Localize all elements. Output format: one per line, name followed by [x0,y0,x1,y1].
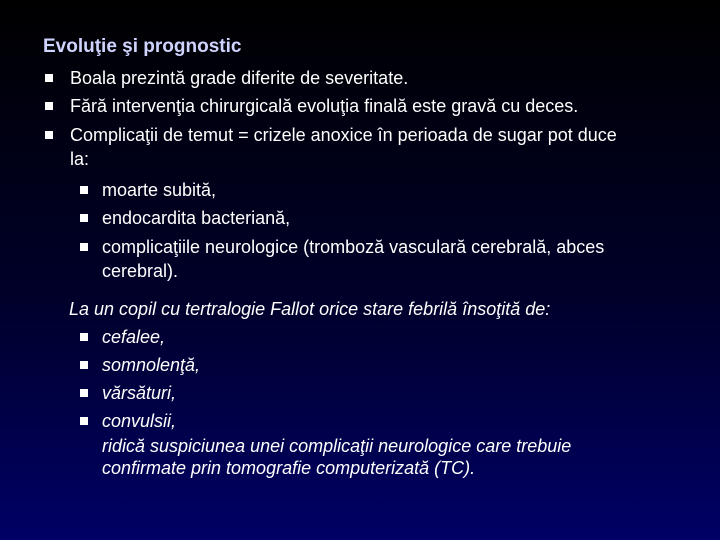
sub-bullet-square-icon [80,186,88,194]
bullet-text-continuation: la: [70,149,90,169]
bullet-square-icon [45,131,53,139]
note-conclusion-continuation: confirmate prin tomografie computerizată (TC). [102,458,476,478]
sub-bullet-text: complicaţiile neurologice (tromboză vasculară cerebrală, abces [102,237,605,257]
note-bullet-square-icon [80,333,88,341]
bullet-square-icon [45,102,53,110]
note-intro: La un copil cu tertralogie Fallot orice stare febrilă însoţită de: [69,299,551,319]
slide-title: Evoluţie şi prognostic [43,36,242,57]
note-item: vărsături, [102,383,177,403]
note-bullet-square-icon [80,361,88,369]
bullet-text: Complicaţii de temut = crizele anoxice în perioada de sugar pot duce [70,125,617,145]
note-item: cefalee, [102,327,166,347]
note-item: somnolenţă, [102,355,201,375]
sub-bullet-text: moarte subită, [102,180,217,200]
sub-bullet-text: endocardita bacteriană, [102,208,291,228]
bullet-square-icon [45,74,53,82]
note-bullet-square-icon [80,417,88,425]
note-bullet-square-icon [80,389,88,397]
sub-bullet-text-continuation: cerebral). [102,261,179,281]
bullet-text: Boala prezintă grade diferite de severitate. [70,68,409,88]
sub-bullet-square-icon [80,214,88,222]
note-item: convulsii, [102,411,177,431]
sub-bullet-square-icon [80,243,88,251]
note-conclusion: ridică suspiciunea unei complicaţii neurologice care trebuie [102,436,572,456]
bullet-text: Fără intervenţia chirurgicală evoluţia finală este gravă cu deces. [70,96,579,116]
